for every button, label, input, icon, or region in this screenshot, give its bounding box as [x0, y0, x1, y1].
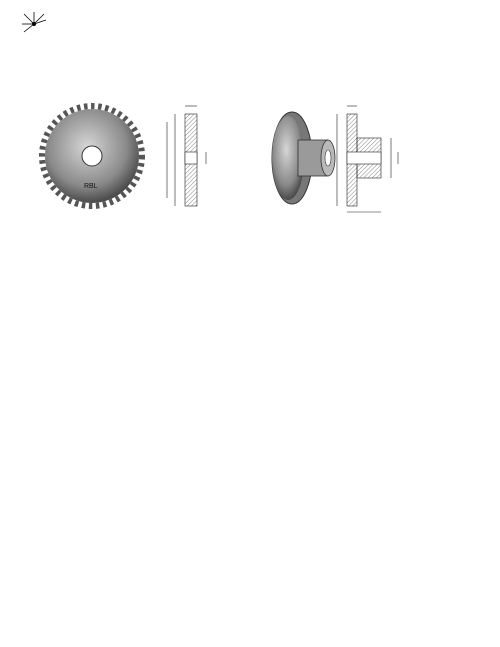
- type-c-sprocket-photo: [272, 112, 335, 204]
- type-a-sprocket-photo: [42, 106, 142, 206]
- sunburst-icon: [22, 12, 102, 46]
- type-c-section-drawing: [337, 106, 398, 212]
- svg-text:RBL: RBL: [84, 183, 98, 190]
- type-a-section-drawing: [167, 106, 206, 206]
- brand-logo: [22, 12, 102, 46]
- sprocket-illustrations: [0, 100, 500, 225]
